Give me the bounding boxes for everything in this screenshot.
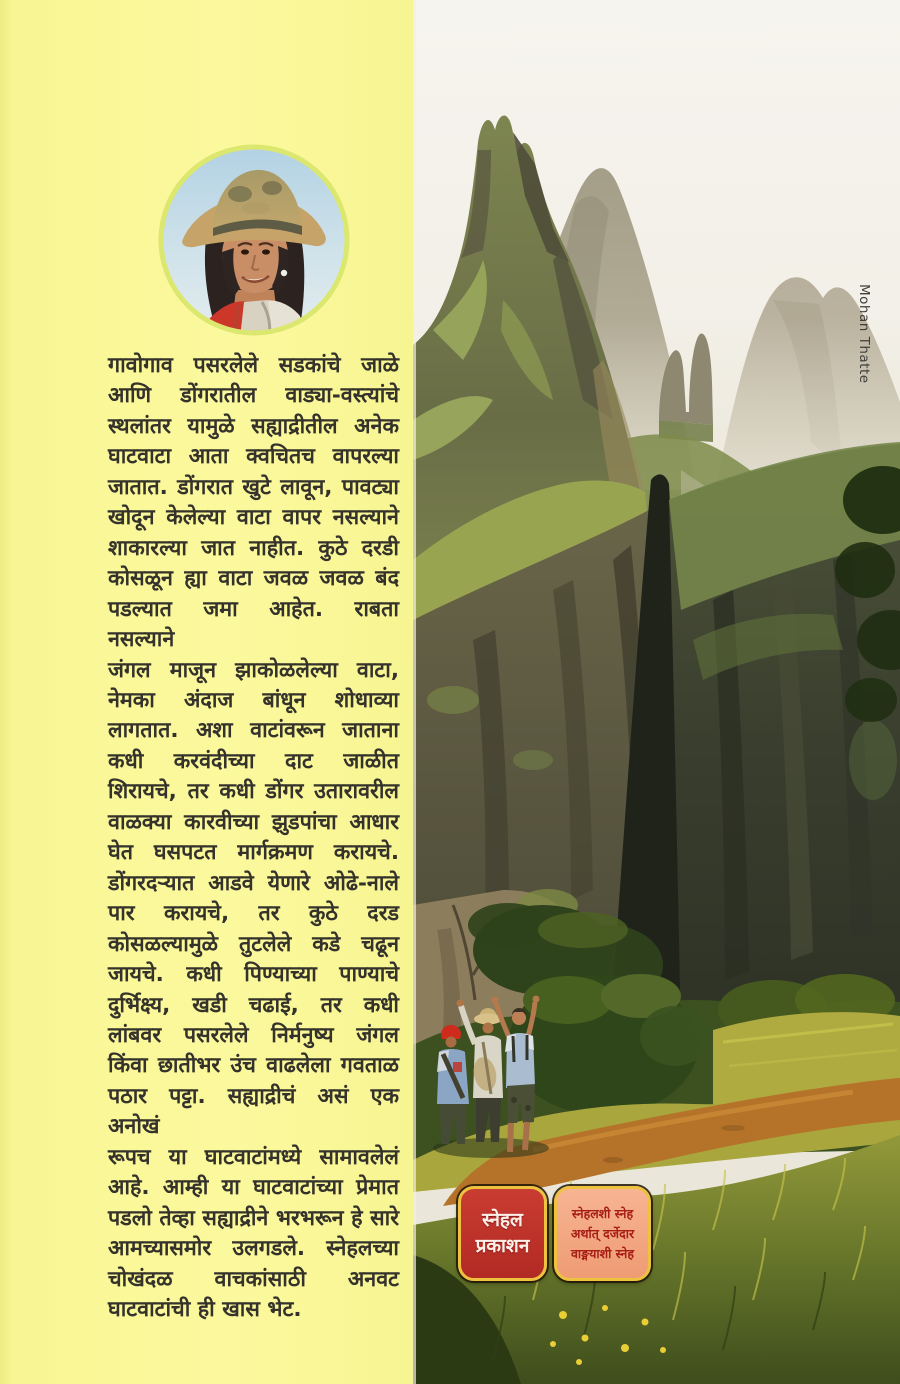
blurb-line: शाकारल्या जात नाहीत. कुठे दरडी xyxy=(108,535,399,561)
blurb-line: कोसळून ह्या वाटा जवळ जवळ बंद xyxy=(108,566,399,592)
publisher-tagline-line: स्नेहलशी स्नेह xyxy=(571,1205,634,1221)
publisher-tagline-line: अर्थात् दर्जेदार xyxy=(570,1225,635,1241)
blurb-line: लागतात. अशा वाटांवरून जाताना xyxy=(108,718,399,744)
yellow-panel xyxy=(0,0,413,1384)
blurb-line: जातात. डोंगरात खुटे लावून, पावट्या xyxy=(108,474,399,500)
blurb-line: आणि डोंगरातील वाड्या-वस्त्यांचे xyxy=(108,383,399,409)
blurb-line: डोंगरदऱ्यात आडवे येणारे ओढे-नाले xyxy=(108,870,399,896)
blurb-line: नेमका अंदाज बांधून शोधाव्या xyxy=(108,687,399,713)
blurb-text xyxy=(108,351,399,1323)
blurb-line: घेत घसपटत मार्गक्रमण करायचे. xyxy=(108,840,399,866)
mountain-photo-illustration xyxy=(413,0,900,1384)
blurb-line: आहे. आम्ही या घाटवाटांच्या प्रेमात xyxy=(108,1175,399,1201)
blurb-line: किंवा छातीभर उंच वाढलेला गवताळ xyxy=(108,1053,399,1079)
blurb-line: वाळक्या कारवीच्या झुडपांचा आधार xyxy=(108,809,399,835)
blurb-line: गावोगाव पसरलेले सडकांचे जाळे xyxy=(108,353,399,378)
blurb-line: पठार पट्टा. सह्याद्रीचं असं एक अनोखं xyxy=(108,1083,399,1140)
blurb-line: घाटवाटा आता क्वचितच वापरल्या xyxy=(108,444,399,470)
blurb-line: शिरायचे, तर कधी डोंगर उतारावरील xyxy=(108,779,399,805)
blurb-line: कधी करवंदीच्या दाट जाळीत xyxy=(108,748,399,774)
author-portrait-image xyxy=(156,142,352,338)
cover-photograph xyxy=(413,0,900,1384)
blurb-line: जंगल माजून झाकोळलेल्या वाटा, xyxy=(108,657,399,683)
blurb-line: दुर्भिक्ष्य, खडी चढाई, तर कधी xyxy=(108,992,399,1018)
publisher-logo-line: स्नेहल xyxy=(482,1208,523,1231)
publisher-tagline xyxy=(554,1186,651,1281)
photo-credit: Mohan Thatte xyxy=(856,284,872,384)
blurb-line: लांबवर पसरलेले निर्मनुष्य जंगल xyxy=(108,1022,399,1048)
blurb-line: घाटवाटांची ही खास भेट. xyxy=(108,1297,302,1323)
publisher-tagline-line: वाङ्मयाशी स्नेह xyxy=(570,1245,635,1261)
blurb-line: पडलो तेव्हा सह्याद्रीने भरभरून हे सारे xyxy=(108,1205,399,1231)
blurb-line: चोखंदळ वाचकांसाठी अनवट xyxy=(108,1266,399,1292)
publisher-badges xyxy=(458,1186,651,1281)
blurb-line: खोदून केलेल्या वाटा वापर नसल्याने xyxy=(108,505,399,531)
author-portrait xyxy=(156,142,352,338)
blurb-line: कोसळल्यामुळे तुटलेले कडे चढून xyxy=(108,931,399,957)
publisher-logo xyxy=(458,1186,547,1281)
blurb-line: आमच्यासमोर उलगडले. स्नेहलच्या xyxy=(108,1236,399,1262)
blurb-line: रूपच या घाटवाटांमध्ये सामावलेलं xyxy=(108,1144,399,1170)
blurb-line: स्थलांतर यामुळे सह्याद्रीतील अनेक xyxy=(108,413,399,439)
blurb-line: पडल्यात जमा आहेत. राबता नसल्याने xyxy=(108,596,399,653)
publisher-logo-line: प्रकाशन xyxy=(475,1234,530,1257)
blurb-line: जायचे. कधी पिण्याच्या पाण्याचे xyxy=(108,962,399,988)
blurb-line: पार करायचे, तर कुठे दरड xyxy=(108,901,399,927)
